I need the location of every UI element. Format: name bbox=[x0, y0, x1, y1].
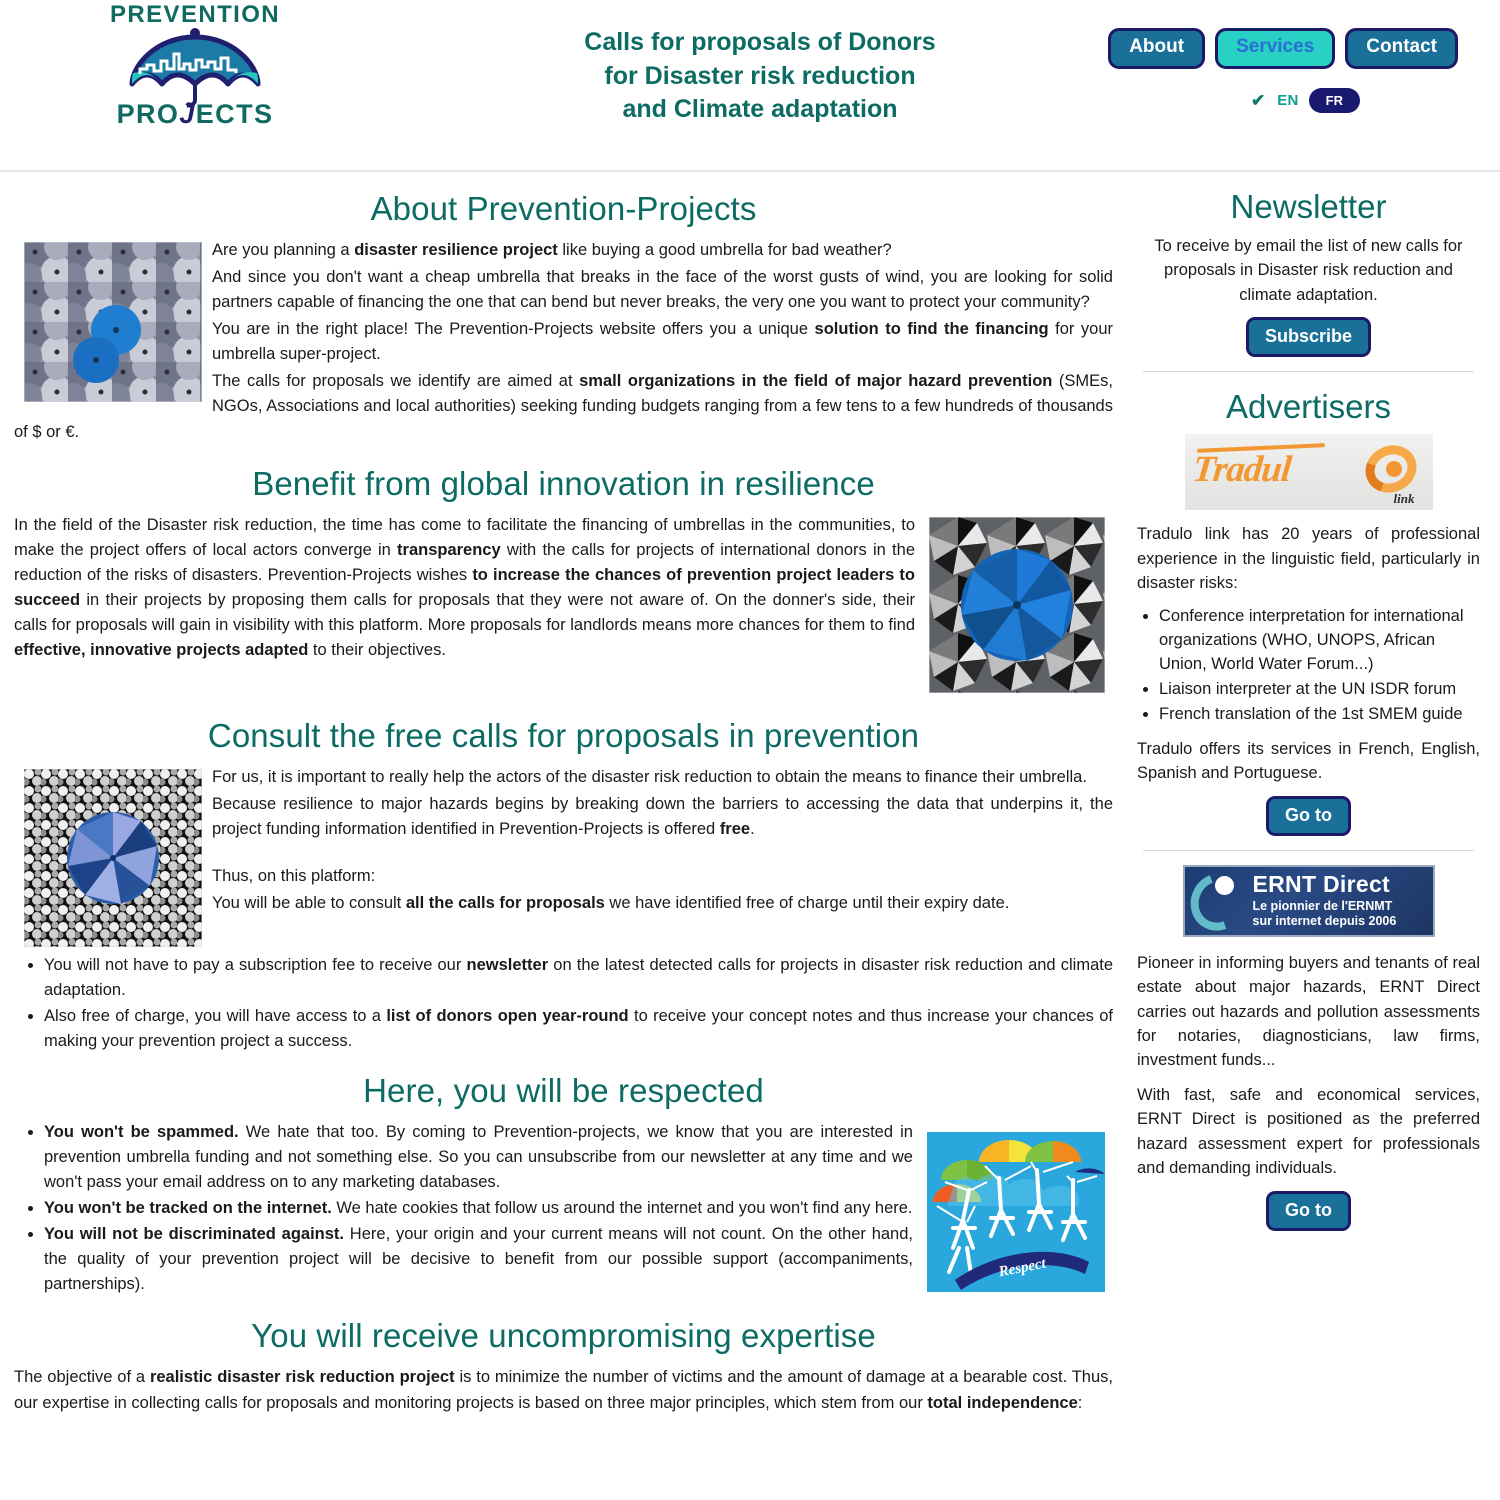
about-p1-c: like buying a good umbrella for bad weather? bbox=[557, 241, 892, 259]
ernt-tagline-line-1: Le pionnier de l'ERNMT bbox=[1252, 898, 1393, 913]
newsletter-description: To receive by email the list of new calls for proposals in Disaster risk reduction and climate adaptation. bbox=[1154, 237, 1463, 304]
benefit-p-a: In the field of the Disaster risk reduction, the time has come to facilitate the financing of umbrellas in the communities, to make the project offers of local actors converge in bbox=[14, 515, 915, 559]
benefit-p-e: in their projects by proposing them calls for proposals that they were not aware of. On the donner's side, their calls for proposals will gain in visibility with this platform. More proposals for landlords means more chances for them to find bbox=[14, 590, 915, 634]
tradulo-intro: Tradulo link has 20 years of professional experience in the linguistic field, particularly in disaster risks: bbox=[1137, 525, 1480, 593]
ernt-swoosh-icon bbox=[1183, 865, 1255, 937]
check-icon: ✔ bbox=[1250, 90, 1266, 110]
benefit-p-c: with the calls for projects of international donors in the reduction of the risks of disasters. Prevention-Projects wishes bbox=[14, 540, 915, 584]
about-p4-c: (SMEs, NGOs, Associations and local authorities) seeking funding budgets ranging from a few tens to a few hundreds of thousands of $ or €. bbox=[14, 372, 1113, 441]
about-p1-bold: disaster resilience project bbox=[354, 241, 558, 259]
benefit-p-bold-3: effective, innovative projects adapted bbox=[14, 641, 309, 660]
logo-text-prevention: PREVENTION bbox=[109, 1, 281, 28]
advert-logo-tradulo[interactable] bbox=[1185, 434, 1433, 510]
ernt-goto-button[interactable]: Go to bbox=[1266, 1191, 1351, 1231]
site-header bbox=[0, 0, 1500, 172]
tradulo-services-list bbox=[1137, 605, 1480, 727]
nav-button-about[interactable]: About bbox=[1108, 28, 1205, 69]
list-item: • French translation of the 1st SMEM guide bbox=[1159, 703, 1480, 727]
about-p4-bold: small organizations in the field of major hazard prevention bbox=[579, 372, 1053, 391]
consult-b2-c: on the latest detected calls for projects in disaster risk reduction and climate adaptation. bbox=[44, 955, 1114, 999]
tradulo-ring-inner-icon bbox=[1386, 461, 1402, 477]
ernt-tagline bbox=[1253, 899, 1397, 929]
benefit-p-bold-2: to increase the chances of prevention project leaders to succeed bbox=[14, 565, 915, 609]
nav-button-contact[interactable]: Contact bbox=[1345, 28, 1458, 69]
about-p1-a: Are you planning a bbox=[212, 241, 355, 259]
respected-b3-text: Here, your origin and your current means will not count. On the other hand, the quality of your prevention project will be decisive to benefit from our possible support (accompaniments, partnerships). bbox=[44, 1225, 913, 1294]
consult-b1-c: we have identified free of charge until their expiry date. bbox=[604, 893, 1010, 912]
consult-p2-c: . bbox=[750, 819, 755, 838]
consult-b3-c: to receive your concept notes and thus increase your chances of making your prevention project a success. bbox=[44, 1006, 1113, 1050]
image-respect-umbrellas bbox=[927, 1132, 1105, 1292]
consult-paragraph-1: For us, it is important to really help the actors of the disaster risk reduction to obtain the means to finance their umbrella. bbox=[212, 767, 1087, 786]
heading-newsletter: Newsletter bbox=[1230, 188, 1387, 225]
heading-advertisers: Advertisers bbox=[1225, 388, 1392, 426]
ernt-paragraph-1: Pioneer in informing buyers and tenants of real estate about major hazards, ERNT Direct carries out hazards and pollution assessments for notaries, diagnosticians, law firms, investment funds... bbox=[1137, 953, 1480, 1070]
respect-caption: Respect bbox=[997, 1255, 1048, 1281]
tradulo-wordmark: Tradul bbox=[1190, 449, 1293, 491]
tradulo-outro: Tradulo offers its services in French, English, Spanish and Portuguese. bbox=[1137, 740, 1480, 783]
page-title-line-2: for Disaster risk reduction bbox=[604, 61, 916, 90]
expertise-paragraph bbox=[14, 1365, 1113, 1415]
consult-b1-bold: all the calls for proposals bbox=[405, 893, 605, 912]
consult-b2-bold: newsletter bbox=[466, 955, 549, 974]
sidebar bbox=[1125, 172, 1500, 1418]
tradulo-sublabel: link bbox=[1393, 491, 1415, 507]
about-p4-a: The calls for proposals we identify are aimed at bbox=[212, 372, 580, 391]
ernt-action bbox=[1137, 1191, 1480, 1231]
expertise-p-bold-2: total independence bbox=[927, 1393, 1078, 1412]
image-blue-umbrellas-among-grey bbox=[24, 242, 202, 402]
about-p3-bold: solution to find the financing bbox=[814, 320, 1049, 339]
consult-paragraph-3: Thus, on this platform: bbox=[212, 866, 376, 885]
logo-ects: ECTS bbox=[195, 99, 274, 130]
main-navigation bbox=[1108, 28, 1458, 69]
nav-button-services[interactable]: Services bbox=[1215, 28, 1335, 69]
site-logo[interactable] bbox=[95, 0, 295, 129]
about-p3-c: for your umbrella super-project. bbox=[212, 320, 1113, 364]
benefit-p-bold-1: transparency bbox=[397, 540, 501, 559]
list-item bbox=[44, 1004, 1113, 1054]
consult-b3-a: Also free of charge, you will have access to a bbox=[44, 1006, 387, 1025]
ernt-wordmark: ERNT Direct bbox=[1252, 870, 1390, 897]
logo-j: J bbox=[179, 99, 196, 130]
respected-b1-text: We hate that too. By coming to Prevention-projects, we know that you are interested in prevention umbrella funding and not something else. So you can unsubscribe from our newsletter at any time and we won't pass your email address on to any marketing databases. bbox=[44, 1122, 913, 1192]
respected-b2-text: We hate cookies that follow us around the internet and you won't find any here. bbox=[331, 1199, 913, 1218]
respected-b2-bold: You won't be tracked on the internet. bbox=[44, 1199, 332, 1218]
about-p3-a: You are in the right place! The Prevention-Projects website offers you a unique bbox=[212, 320, 815, 339]
expertise-p-a: The objective of a bbox=[14, 1368, 150, 1387]
advert-logo-ernt-direct[interactable] bbox=[1183, 865, 1435, 937]
page-title bbox=[480, 26, 1040, 127]
consult-bullets-rest bbox=[14, 953, 1113, 1054]
main-content bbox=[0, 172, 1125, 1418]
consult-b1-a: You will be able to consult bbox=[212, 893, 406, 912]
newsletter-action bbox=[1137, 317, 1480, 357]
logo-text-projects bbox=[95, 100, 295, 128]
about-paragraph-2: And since you don't want a cheap umbrella that breaks in the face of the worst gusts of wind, you are looking for solid partners capable of financing the one that can bend but never breaks, the very one you want to protect your community? bbox=[212, 268, 1113, 312]
image-blue-umbrella-in-crowd bbox=[24, 769, 202, 947]
consult-p2-a: Because resilience to major hazards begins by breaking down the barriers to accessing the data that underpins it, the project funding information identified in Prevention-Projects is offered bbox=[212, 794, 1113, 838]
language-current-en[interactable]: EN bbox=[1277, 92, 1299, 109]
divider bbox=[1143, 850, 1474, 851]
consult-p2-bold: free bbox=[719, 819, 751, 838]
logo-pro: PRO bbox=[116, 99, 180, 130]
respected-b1-bold: You won't be spammed. bbox=[44, 1122, 239, 1141]
umbrella-city-icon bbox=[120, 26, 270, 108]
list-item bbox=[209, 891, 1113, 916]
expertise-p-e: : bbox=[1077, 1393, 1083, 1412]
page-layout bbox=[0, 172, 1500, 1418]
heading-respected: Here, you will be respected bbox=[363, 1071, 764, 1109]
page-title-line-1: Calls for proposals of Donors bbox=[584, 28, 936, 56]
consult-b2-a: You will not have to pay a subscription fee to receive our bbox=[44, 955, 467, 974]
language-switcher bbox=[1251, 88, 1360, 113]
ernt-dot-icon bbox=[1215, 876, 1234, 895]
heading-about: About Prevention-Projects bbox=[370, 190, 757, 227]
list-item: • Liaison interpreter at the UN ISDR forum bbox=[1159, 678, 1480, 702]
subscribe-button[interactable]: Subscribe bbox=[1246, 317, 1371, 357]
divider bbox=[1143, 371, 1474, 372]
ernt-tagline-line-2: sur internet depuis 2006 bbox=[1252, 913, 1397, 928]
list-item: • Conference interpretation for international organizations (WHO, UNOPS, African Union, World Water Forum...) bbox=[1159, 605, 1480, 677]
expertise-p-c: is to minimize the number of victims and the amount of damage at a bearable cost. Thus, our expertise in collecting calls for proposals and monitoring projects is based on three major principles, which stem from our bbox=[14, 1368, 1113, 1412]
consult-b3-bold: list of donors open year-round bbox=[386, 1006, 629, 1025]
tradulo-action bbox=[1137, 796, 1480, 836]
ernt-paragraph-2: With fast, safe and economical services, ERNT Direct is positioned as the preferred hazard assessment expert for professionals and demanding individuals. bbox=[1137, 1085, 1480, 1178]
image-blue-umbrella-black-white bbox=[929, 517, 1105, 693]
heading-benefit: Benefit from global innovation in resilience bbox=[252, 464, 875, 502]
list-item bbox=[44, 953, 1113, 1003]
heading-expertise: You will receive uncompromising expertise bbox=[251, 1317, 876, 1355]
language-option-fr[interactable]: FR bbox=[1309, 88, 1360, 113]
page-title-line-3: and Climate adaptation bbox=[622, 95, 898, 123]
expertise-p-bold-1: realistic disaster risk reduction project bbox=[149, 1368, 455, 1387]
respected-b3-bold: You will not be discriminated against. bbox=[44, 1225, 345, 1244]
benefit-p-g: to their objectives. bbox=[308, 641, 446, 660]
tradulo-goto-button[interactable]: Go to bbox=[1266, 796, 1351, 836]
heading-consult: Consult the free calls for proposals in prevention bbox=[207, 716, 920, 754]
